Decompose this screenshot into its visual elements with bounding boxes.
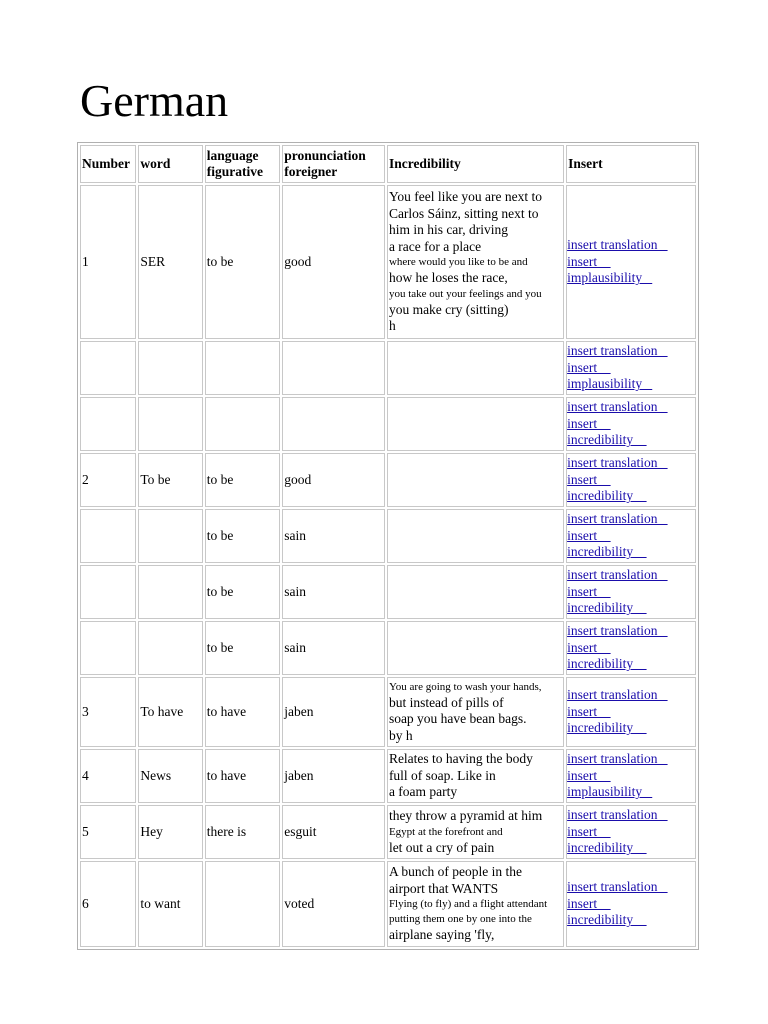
cell-incredibility [387, 565, 564, 619]
incredibility-line: a race for a place [388, 238, 482, 254]
insert-translation-link[interactable]: insert translation [567, 567, 668, 583]
insert-link[interactable]: insert [567, 253, 611, 269]
cell-insert [566, 749, 696, 803]
insert-link[interactable]: insert [567, 895, 611, 911]
insert-link[interactable]: insert [567, 471, 611, 487]
cell-insert [566, 565, 696, 619]
cell-word: SER [138, 185, 202, 339]
insert-link[interactable]: insert [567, 583, 611, 599]
cell-pronunciation-foreigner [282, 341, 385, 395]
cell-pronunciation-foreigner: esguit [282, 805, 385, 859]
incredibility-line: Flying (to fly) and a flight attendant [388, 898, 548, 911]
cell-word [138, 565, 202, 619]
cell-language-figurative: to be [205, 453, 280, 507]
insert-translation-link[interactable]: insert translation [567, 879, 668, 895]
insert-link[interactable]: insert [567, 767, 611, 783]
cell-language-figurative: to be [205, 509, 280, 563]
cell-language-figurative: to have [205, 677, 280, 747]
insert-rating-link[interactable]: incredibility [567, 720, 647, 736]
incredibility-line: h [388, 318, 396, 334]
cell-language-figurative [205, 861, 280, 947]
cell-number: 4 [80, 749, 136, 803]
insert-link[interactable]: insert [567, 823, 611, 839]
cell-pronunciation-foreigner: jaben [282, 749, 385, 803]
cell-number [80, 621, 136, 675]
cell-word [138, 341, 202, 395]
cell-number: 3 [80, 677, 136, 747]
header-word: word [138, 145, 202, 183]
cell-number: 2 [80, 453, 136, 507]
table-row [80, 453, 696, 507]
insert-translation-link[interactable]: insert translation [567, 623, 668, 639]
header-row [80, 145, 696, 183]
cell-number [80, 341, 136, 395]
insert-rating-link[interactable]: incredibility [567, 600, 647, 616]
cell-incredibility [387, 509, 564, 563]
insert-link[interactable]: insert [567, 359, 611, 375]
cell-number [80, 397, 136, 451]
cell-insert [566, 805, 696, 859]
cell-incredibility [387, 749, 564, 803]
cell-pronunciation-foreigner: voted [282, 861, 385, 947]
table-row [80, 509, 696, 563]
incredibility-line: you make cry (sitting) [388, 301, 509, 317]
insert-link[interactable]: insert [567, 639, 611, 655]
insert-rating-link[interactable]: implausibility [567, 270, 653, 286]
incredibility-line: full of soap. Like in [388, 767, 496, 783]
insert-link[interactable]: insert [567, 703, 611, 719]
header-incredibility: Incredibility [387, 145, 564, 183]
table-row [80, 749, 696, 803]
incredibility-line: a foam party [388, 784, 458, 800]
cell-pronunciation-foreigner: sain [282, 509, 385, 563]
insert-translation-link[interactable]: insert translation [567, 687, 668, 703]
table-row [80, 621, 696, 675]
cell-word [138, 397, 202, 451]
cell-incredibility [387, 397, 564, 451]
cell-pronunciation-foreigner [282, 397, 385, 451]
incredibility-line: soap you have bean bags. [388, 711, 527, 727]
incredibility-line: airport that WANTS [388, 880, 499, 896]
cell-insert [566, 185, 696, 339]
cell-incredibility [387, 453, 564, 507]
cell-word: To have [138, 677, 202, 747]
cell-word: to want [138, 861, 202, 947]
cell-language-figurative: to be [205, 185, 280, 339]
incredibility-line: you take out your feelings and you [388, 287, 542, 300]
table-row [80, 805, 696, 859]
insert-rating-link[interactable]: incredibility [567, 656, 647, 672]
cell-insert [566, 397, 696, 451]
header-insert: Insert [566, 145, 696, 183]
cell-pronunciation-foreigner: sain [282, 565, 385, 619]
cell-language-figurative [205, 397, 280, 451]
cell-insert [566, 861, 696, 947]
incredibility-line: A bunch of people in the [388, 864, 523, 880]
incredibility-line: Relates to having the body [388, 751, 533, 767]
cell-insert [566, 509, 696, 563]
cell-pronunciation-foreigner: jaben [282, 677, 385, 747]
table-row [80, 861, 696, 947]
cell-word: News [138, 749, 202, 803]
insert-rating-link[interactable]: incredibility [567, 840, 647, 856]
cell-pronunciation-foreigner: good [282, 185, 385, 339]
table-row [80, 565, 696, 619]
cell-word: To be [138, 453, 202, 507]
cell-number [80, 509, 136, 563]
insert-rating-link[interactable]: implausibility [567, 784, 653, 800]
incredibility-line: You are going to wash your hands, [388, 680, 542, 693]
insert-translation-link[interactable]: insert translation [567, 511, 668, 527]
incredibility-line: putting them one by one into the [388, 913, 532, 926]
cell-language-figurative: there is [205, 805, 280, 859]
insert-translation-link[interactable]: insert translation [567, 807, 668, 823]
incredibility-line: him in his car, driving [388, 222, 509, 238]
insert-rating-link[interactable]: incredibility [567, 544, 647, 560]
incredibility-line: let out a cry of pain [388, 839, 495, 855]
insert-translation-link[interactable]: insert translation [567, 399, 668, 415]
incredibility-line: by h [388, 727, 413, 743]
insert-translation-link[interactable]: insert translation [567, 455, 668, 471]
incredibility-line: where would you like to be and [388, 256, 528, 269]
cell-word: Hey [138, 805, 202, 859]
incredibility-line: You feel like you are next to [388, 189, 543, 205]
insert-translation-link[interactable]: insert translation [567, 343, 668, 359]
cell-incredibility [387, 677, 564, 747]
insert-translation-link[interactable]: insert translation [567, 751, 668, 767]
cell-insert [566, 453, 696, 507]
cell-number: 5 [80, 805, 136, 859]
cell-incredibility [387, 805, 564, 859]
cell-language-figurative: to have [205, 749, 280, 803]
insert-rating-link[interactable]: incredibility [567, 488, 647, 504]
table-row [80, 341, 696, 395]
incredibility-line: airplane saying 'fly, [388, 927, 495, 943]
vocabulary-table [77, 142, 699, 950]
cell-pronunciation-foreigner: good [282, 453, 385, 507]
incredibility-line: Egypt at the forefront and [388, 825, 503, 838]
table-row [80, 677, 696, 747]
cell-incredibility [387, 861, 564, 947]
cell-insert [566, 677, 696, 747]
cell-pronunciation-foreigner: sain [282, 621, 385, 675]
cell-incredibility [387, 341, 564, 395]
cell-incredibility [387, 185, 564, 339]
insert-rating-link[interactable]: incredibility [567, 912, 647, 928]
cell-number: 6 [80, 861, 136, 947]
header-number: Number [80, 145, 136, 183]
insert-link[interactable]: insert [567, 415, 611, 431]
incredibility-line: they throw a pyramid at him [388, 808, 543, 823]
insert-link[interactable]: insert [567, 527, 611, 543]
cell-word [138, 509, 202, 563]
table-row [80, 397, 696, 451]
header-pronunciation-foreigner: pronunciation foreigner [282, 145, 385, 183]
cell-language-figurative: to be [205, 565, 280, 619]
cell-word [138, 621, 202, 675]
incredibility-line: but instead of pills of [388, 694, 504, 710]
insert-rating-link[interactable]: incredibility [567, 432, 647, 448]
insert-translation-link[interactable]: insert translation [567, 237, 668, 253]
insert-rating-link[interactable]: implausibility [567, 376, 653, 392]
incredibility-line: how he loses the race, [388, 270, 508, 286]
cell-number [80, 565, 136, 619]
page-title: German [80, 75, 229, 126]
cell-number: 1 [80, 185, 136, 339]
header-language-figurative: language figurative [205, 145, 280, 183]
cell-language-figurative [205, 341, 280, 395]
cell-insert [566, 341, 696, 395]
cell-insert [566, 621, 696, 675]
cell-incredibility [387, 621, 564, 675]
cell-language-figurative: to be [205, 621, 280, 675]
incredibility-line: Carlos Sáinz, sitting next to [388, 205, 539, 221]
table-row [80, 185, 696, 339]
